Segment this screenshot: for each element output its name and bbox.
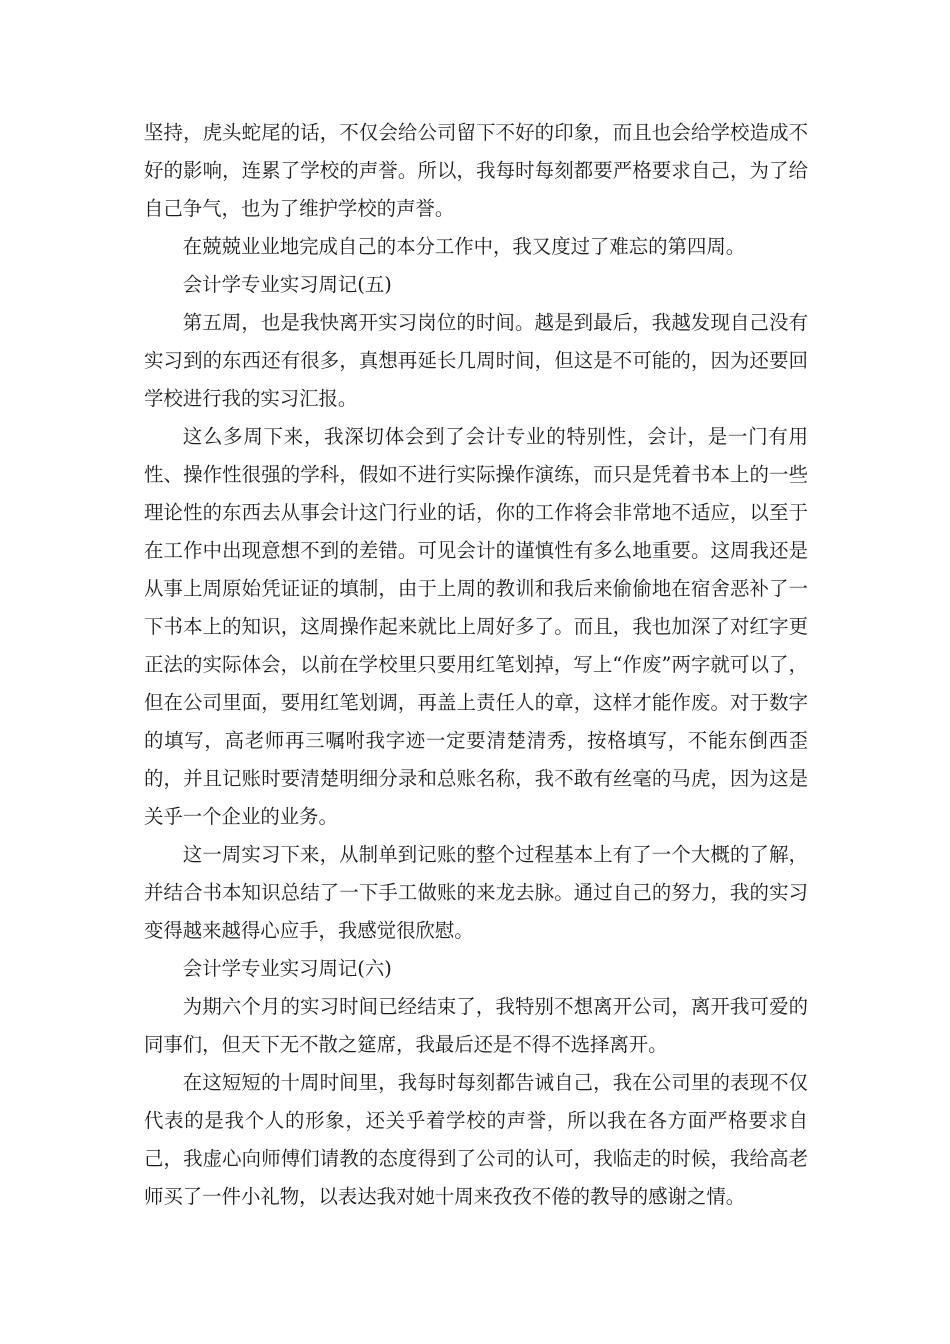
paragraph-5: 这一周实习下来，从制单到记账的整个过程基本上有了一个大概的了解，并结合书本知识总结了一下手工做账的来龙去脉。通过自己的努力，我的实习变得越来越得心应手，我感觉很欣慰。 (144, 843, 808, 942)
document-body (144, 114, 808, 1216)
paragraph-7: 在这短短的十周时间里，我每时每刻都告诫自己，我在公司里的表现不仅代表的是我个人的形象，还关乎着学校的声誉，所以我在各方面严格要求自己，我虚心向师傅们请教的态度得到了公司的认可，我临走的时候，我给高老师买了一件小礼物，以表达我对她十周来孜孜不倦的教导的感谢之情。 (144, 1071, 808, 1208)
paragraph-1: 坚持，虎头蛇尾的话，不仅会给公司留下不好的印象，而且也会给学校造成不好的影响，连累了学校的声誉。所以，我每时每刻都要严格要求自己，为了给自己争气，也为了维护学校的声誉。 (144, 121, 808, 220)
paragraph-6: 为期六个月的实习时间已经结束了，我特别不想离开公司，离开我可爱的同事们，但天下无不散之筵席，我最后还是不得不选择离开。 (144, 995, 808, 1056)
paragraph-3: 第五周，也是我快离开实习岗位的时间。越是到最后，我越发现自己没有实习到的东西还有很多，真想再延长几周时间，但这是不可能的，因为还要回学校进行我的实习汇报。 (144, 311, 808, 410)
section-heading-week-6: 会计学专业实习周记(六) (182, 957, 392, 980)
paragraph-4: 这么多周下来，我深切体会到了会计专业的特别性，会计，是一门有用性、操作性很强的学科，假如不进行实际操作演练，而只是凭着书本上的一些理论性的东西去从事会计这门行业的话，你的工作将会非常地不适应，以至于在工作中出现意想不到的差错。可见会计的谨慎性有多么地重要。这周我还是从事上周原始凭证证的填制，由于上周的教训和我后来偷偷地在宿舍恶补了一下书本上的知识，这周操作起来就比上周好多了。而且，我也加深了对红字更正法的实际体会，以前在学校里只要用红笔划掉，写上“作废”两字就可以了，但在公司里面，要用红笔划调，再盖上责任人的章，这样才能作废。对于数字的填写，高老师再三嘱咐我字迹一定要清楚清秀，按格填写，不能东倒西歪的，并且记账时要清楚明细分录和总账名称，我不敢有丝毫的马虎，因为这是关乎一个企业的业务。 (144, 425, 808, 828)
paragraph-2: 在兢兢业业地完成自己的本分工作中，我又度过了难忘的第四周。 (182, 235, 746, 258)
section-heading-week-5: 会计学专业实习周记(五) (182, 273, 392, 296)
